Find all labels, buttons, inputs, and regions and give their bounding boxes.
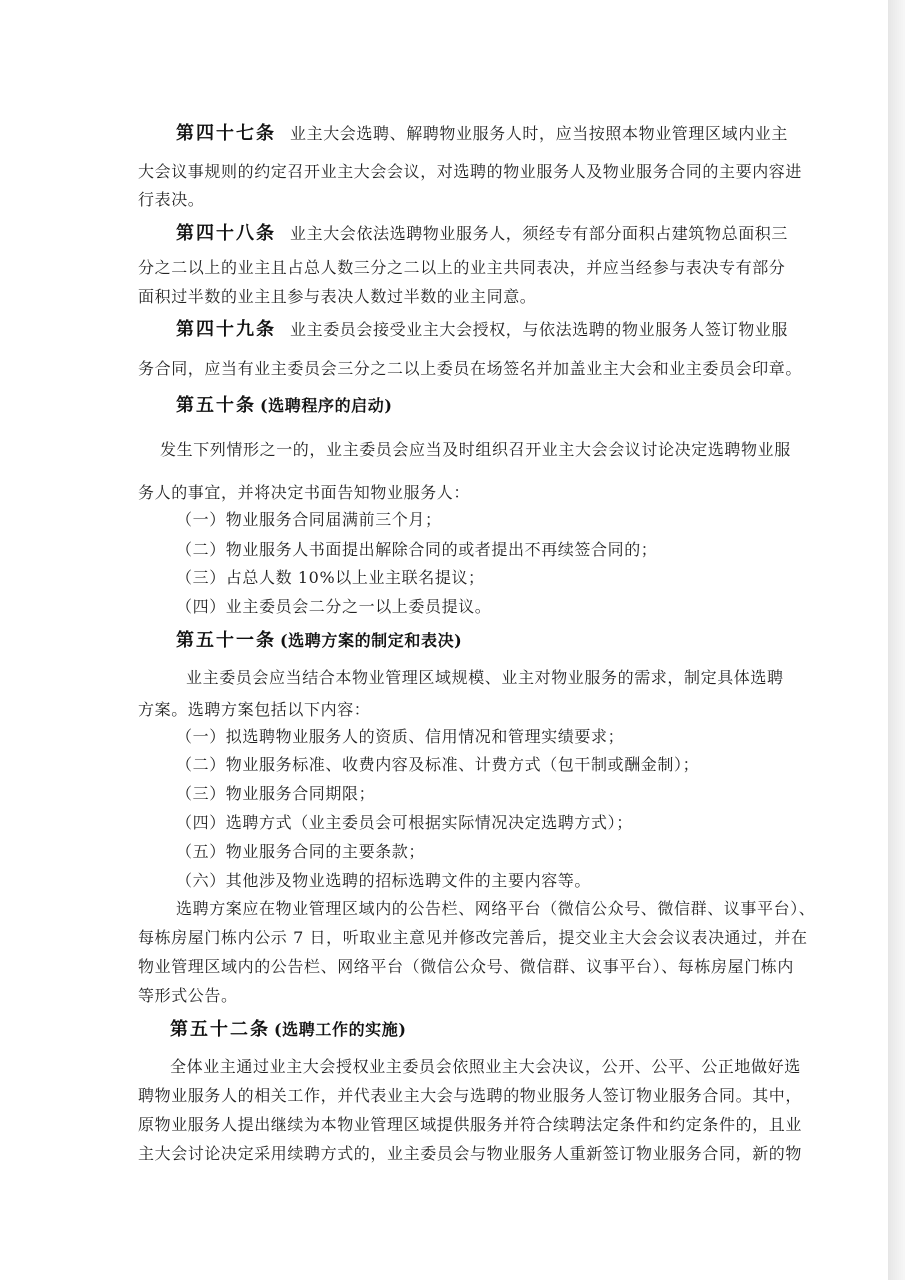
article-48-line-1: 第四十八条 业主大会依法选聘物业服务人，须经专有部分面积占建筑物总面积三 bbox=[176, 223, 789, 244]
article-51-para2-line-2: 每栋房屋门栋内公示 7 日，听取业主意见并修改完善后，提交业主大会会议表决通过，并在 bbox=[138, 928, 808, 947]
article-50-item-4: （四）业主委员会二分之一以上委员提议。 bbox=[176, 597, 492, 616]
article-51-para-line-2: 方案。选聘方案包括以下内容： bbox=[138, 700, 371, 719]
article-50-item-2: （二）物业服务人书面提出解除合同的或者提出不再续签合同的； bbox=[176, 540, 658, 559]
article-49-title: 第四十九条 bbox=[176, 319, 276, 340]
article-52-line-3: 原物业服务人提出继续为本物业管理区域提供服务并符合续聘法定条件和约定条件的，且业 bbox=[138, 1115, 803, 1134]
article-51-title: 第五十一条 bbox=[176, 630, 276, 651]
article-50-heading: 第五十条 (选聘程序的启动) bbox=[176, 395, 393, 416]
article-47-line-3: 行表决。 bbox=[138, 190, 205, 209]
article-51-item-4: （四）选聘方式（业主委员会可根据实际情况决定选聘方式）； bbox=[176, 813, 633, 832]
article-47-title: 第四十七条 bbox=[176, 123, 276, 144]
article-49-line-1: 第四十九条 业主委员会接受业主大会授权，与依法选聘的物业服务人签订物业服 bbox=[176, 319, 789, 340]
article-47-line-2: 大会议事规则的约定召开业主大会会议，对选聘的物业服务人及物业服务合同的主要内容进 bbox=[138, 162, 803, 181]
article-50-item-3: （三）占总人数 10%以上业主联名提议； bbox=[176, 568, 485, 587]
article-51-item-5: （五）物业服务合同的主要条款； bbox=[176, 842, 426, 861]
article-48-title: 第四十八条 bbox=[176, 223, 276, 244]
page-edge bbox=[888, 0, 905, 1280]
article-50-para-line-2: 务人的事宜，并将决定书面告知物业服务人： bbox=[138, 483, 471, 502]
article-51-para2-line-4: 等形式公告。 bbox=[138, 986, 238, 1005]
article-51-item-3: （三）物业服务合同期限； bbox=[176, 784, 376, 803]
article-51-heading: 第五十一条 (选聘方案的制定和表决) bbox=[176, 630, 463, 651]
article-51-item-6: （六）其他涉及物业选聘的招标选聘文件的主要内容等。 bbox=[176, 871, 592, 890]
article-48-line-3: 面积过半数的业主且参与表决人数过半数的业主同意。 bbox=[138, 287, 537, 306]
article-47-line-1: 第四十七条 业主大会选聘、解聘物业服务人时，应当按照本物业管理区域内业主 bbox=[176, 123, 789, 144]
article-48-line-2: 分之二以上的业主且占总人数三分之二以上的业主共同表决，并应当经参与表决专有部分 bbox=[138, 258, 786, 277]
article-51-para2-line-1: 选聘方案应在物业管理区域内的公告栏、网络平台（微信公众号、微信群、议事平台）、 bbox=[176, 899, 816, 918]
article-51-para-line-1: 业主委员会应当结合本物业管理区域规模、业主对物业服务的需求，制定具体选聘 bbox=[186, 668, 784, 687]
article-52-line-2: 聘物业服务人的相关工作，并代表业主大会与选聘的物业服务人签订物业服务合同。其中， bbox=[138, 1086, 803, 1105]
article-50-title: 第五十条 bbox=[176, 395, 256, 416]
article-51-para2-line-3: 物业管理区域内的公告栏、网络平台（微信公众号、微信群、议事平台）、每栋房屋门栋内 bbox=[138, 957, 795, 976]
article-51-item-2: （二）物业服务标准、收费内容及标准、计费方式（包干制或酬金制）； bbox=[176, 755, 700, 774]
article-51-item-1: （一）拟选聘物业服务人的资质、信用情况和管理实绩要求； bbox=[176, 727, 625, 746]
article-50-para-line-1: 发生下列情形之一的，业主委员会应当及时组织召开业主大会会议讨论决定选聘物业服 bbox=[160, 440, 791, 459]
article-52-line-4: 主大会讨论决定采用续聘方式的，业主委员会与物业服务人重新签订物业服务合同，新的物 bbox=[138, 1144, 803, 1163]
article-52-title: 第五十二条 bbox=[170, 1019, 270, 1040]
article-50-item-1: （一）物业服务合同届满前三个月； bbox=[176, 510, 442, 529]
article-52-line-1: 全体业主通过业主大会授权业主委员会依照业主大会决议，公开、公平、公正地做好选 bbox=[170, 1057, 801, 1076]
article-49-line-2: 务合同，应当有业主委员会三分之二以上委员在场签名并加盖业主大会和业主委员会印章。 bbox=[138, 359, 803, 378]
article-52-heading: 第五十二条 (选聘工作的实施) bbox=[170, 1019, 407, 1040]
